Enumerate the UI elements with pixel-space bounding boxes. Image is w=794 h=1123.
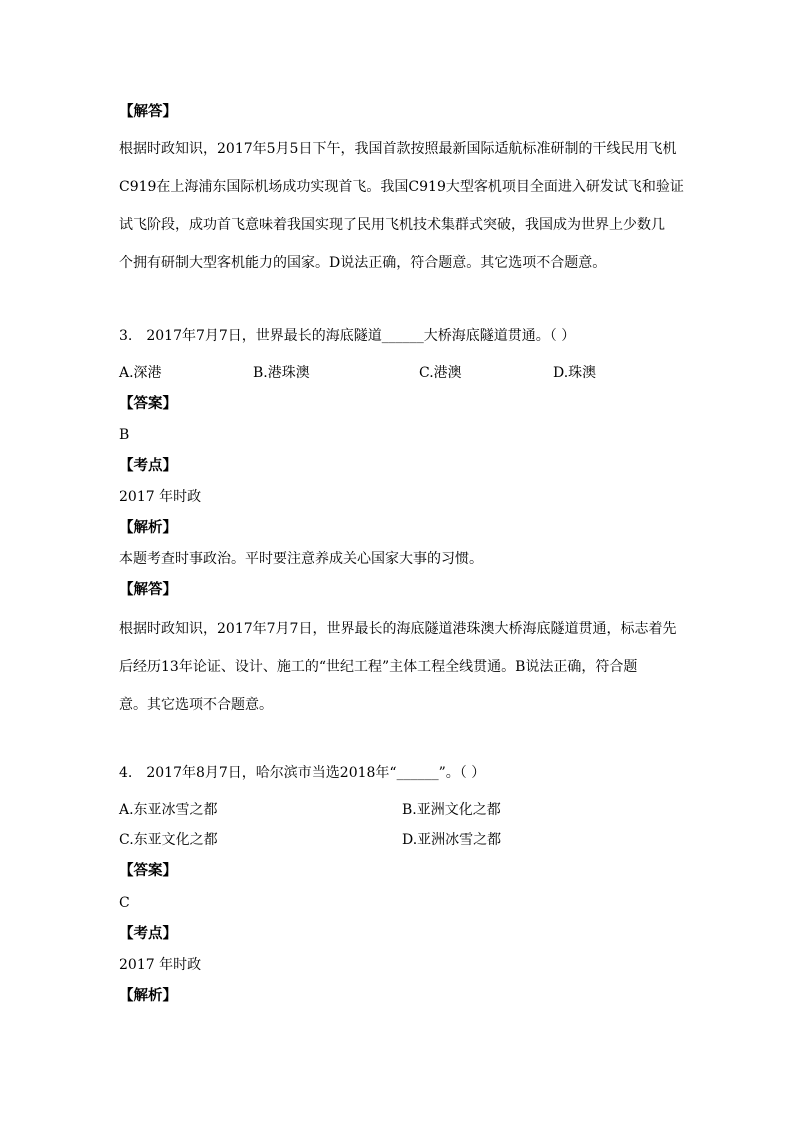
q3-option-a: A.深港 [119, 365, 162, 381]
q2-jieda-line-3: 试飞阶段，成功首飞意味着我国实现了民用飞机技术集群式突破，我国成为世界上少数几 [119, 217, 665, 233]
q3-jiexi-heading: 【解析】 [119, 519, 177, 536]
q4-answer-heading: 【答案】 [119, 862, 177, 879]
q4-kaodian: 2017 年时政 [119, 957, 202, 973]
q4-option-c: C.东亚文化之都 [119, 832, 218, 848]
q4-option-b: B.亚洲文化之都 [402, 802, 501, 818]
q4-kaodian-heading: 【考点】 [119, 925, 177, 942]
q3-option-b: B.港珠澳 [253, 365, 310, 381]
q3-answer: B [119, 427, 130, 443]
q3-jieda-heading: 【解答】 [119, 581, 177, 598]
q3-stem: 3. 2017年7月7日，世界最长的海底隧道______大桥海底隧道贯通。（ ） [119, 328, 576, 344]
q3-kaodian-heading: 【考点】 [119, 457, 177, 474]
q3-jieda-line-1: 根据时政知识，2017年7月7日，世界最长的海底隧道港珠澳大桥海底隧道贯通，标志着先 [119, 621, 677, 637]
q3-option-d: D.珠澳 [553, 365, 597, 381]
q2-jieda-line-2: C919在上海浦东国际机场成功实现首飞。我国C919大型客机项目全面进入研发试飞和验证 [119, 179, 684, 195]
q3-jiexi: 本题考查时事政治。平时要注意养成关心国家大事的习惯。 [119, 551, 483, 567]
q3-answer-heading: 【答案】 [119, 395, 177, 412]
q3-option-c: C.港澳 [419, 365, 462, 381]
q4-jiexi-heading: 【解析】 [119, 987, 177, 1004]
q4-stem: 4. 2017年8月7日，哈尔滨市当选2018年“______”。（ ） [119, 765, 486, 781]
q2-jieda-line-4: 个拥有研制大型客机能力的国家。D说法正确，符合题意。其它选项不合题意。 [119, 255, 607, 271]
q2-jieda-line-1: 根据时政知识，2017年5月5日下午，我国首款按照最新国际适航标准研制的干线民用飞机 [119, 141, 677, 157]
q4-option-a: A.东亚冰雪之都 [119, 802, 218, 818]
q2-jieda-heading: 【解答】 [119, 103, 177, 120]
q3-jieda-line-2: 后经历13年论证、设计、施工的“世纪工程”主体工程全线贯通。B说法正确，符合题 [119, 659, 638, 675]
q4-option-d: D.亚洲冰雪之都 [402, 832, 502, 848]
q4-answer: C [119, 895, 130, 911]
q3-jieda-line-3: 意。其它选项不合题意。 [119, 697, 273, 713]
q3-kaodian: 2017 年时政 [119, 489, 202, 505]
